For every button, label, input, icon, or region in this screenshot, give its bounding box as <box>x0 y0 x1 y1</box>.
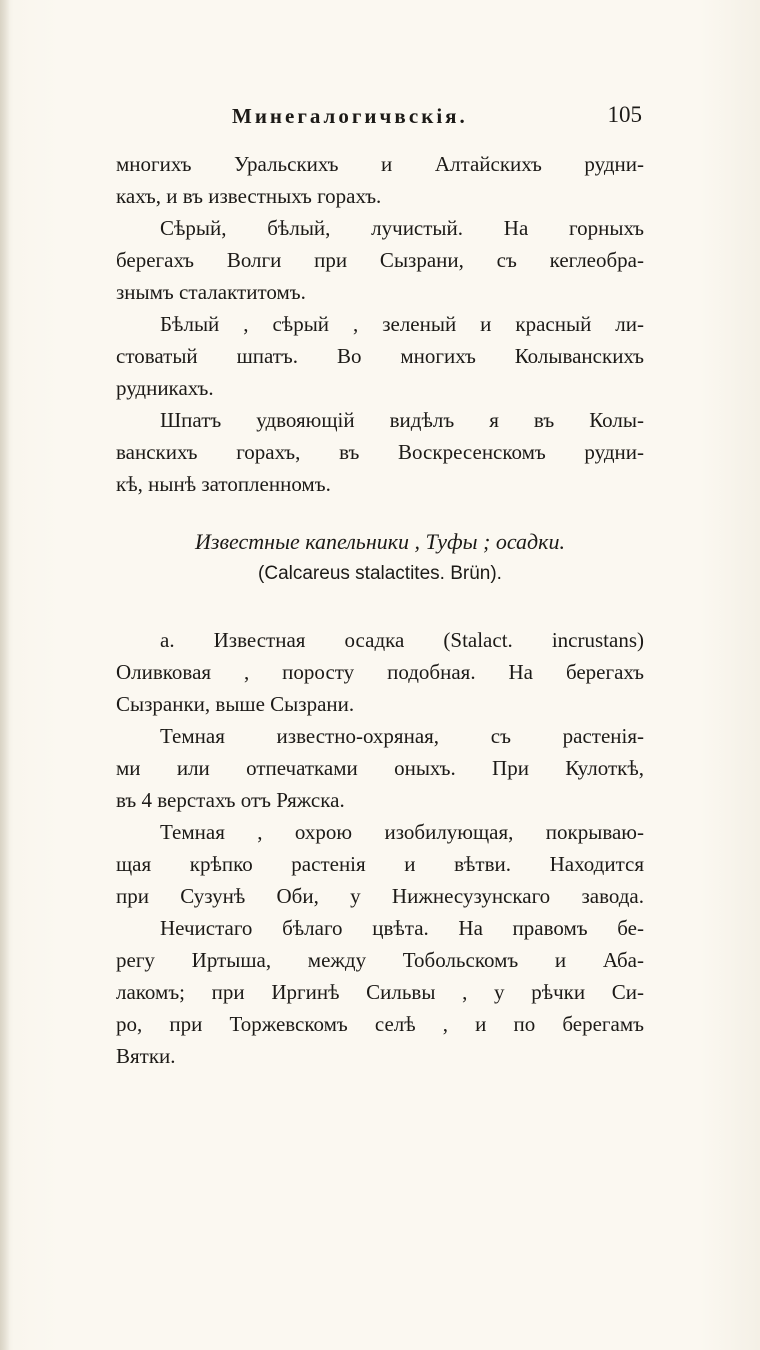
text-line: лакомъ; при Иргинѣ Сильвы , у рѣчки Си- <box>116 980 644 1004</box>
text-line: Сызранки, выше Сызрани. <box>116 692 355 716</box>
text-line: стоватый шпатъ. Во многихъ Колыванскихъ <box>116 344 644 368</box>
page-spine-shadow <box>0 0 10 1350</box>
text-line: Нечистаго бѣлаго цвѣта. На правомъ бе- <box>160 916 644 940</box>
text-line: при Сузунѣ Оби, у Нижнесузунскаго завода. <box>116 884 644 908</box>
section-spacer <box>116 500 644 526</box>
text-line: Бѣлый , сѣрый , зеленый и красный ли- <box>160 312 644 336</box>
text-line: кахъ, и въ известныхъ горахъ. <box>116 184 382 208</box>
text-line: рудникахъ. <box>116 376 214 400</box>
text-line: ро, при Торжевскомъ селѣ , и по берегамъ <box>116 1012 644 1036</box>
running-head: Минегалогичвскія. <box>232 104 468 128</box>
text-line: ванскихъ горахъ, въ Воскресенскомъ рудни- <box>116 440 644 464</box>
section-heading: Известные капельники , Туфы ; осадки. <box>195 529 565 554</box>
text-line: знымъ сталактитомъ. <box>116 280 306 304</box>
page-number: 105 <box>607 102 642 127</box>
text-line: Темная , охрою изобилующая, покрываю- <box>160 820 644 844</box>
section-spacer <box>116 590 644 624</box>
text-line: Оливковая , поросту подобная. На берегахъ <box>116 660 644 684</box>
text-line: Вятки. <box>116 1044 176 1068</box>
section-subheading: (Calcareus stalactites. Brün). <box>258 563 502 584</box>
page-header <box>232 100 642 136</box>
body-text <box>116 148 644 1072</box>
text-line: многихъ Уральскихъ и Алтайскихъ рудни- <box>116 152 644 176</box>
text-line: Сѣрый, бѣлый, лучистый. На горныхъ <box>160 216 644 240</box>
text-line: въ 4 верстахъ отъ Ряжска. <box>116 788 345 812</box>
text-line: Шпатъ удвояющій видѣлъ я въ Колы- <box>160 408 644 432</box>
text-line: кѣ, нынѣ затопленномъ. <box>116 472 331 496</box>
text-line: регу Иртыша, между Тобольскомъ и Аба- <box>116 948 644 972</box>
text-line: ми или отпечатками оныхъ. При Кулоткѣ, <box>116 756 644 780</box>
text-line: щая крѣпко растенія и вѣтви. Находится <box>116 852 644 876</box>
text-line: а. Известная осадка (Stalact. incrustans) <box>160 628 644 652</box>
text-line: Темная известно-охряная, съ растенія- <box>160 724 644 748</box>
text-line: берегахъ Волги при Сызрани, съ кеглеобра- <box>116 248 644 272</box>
